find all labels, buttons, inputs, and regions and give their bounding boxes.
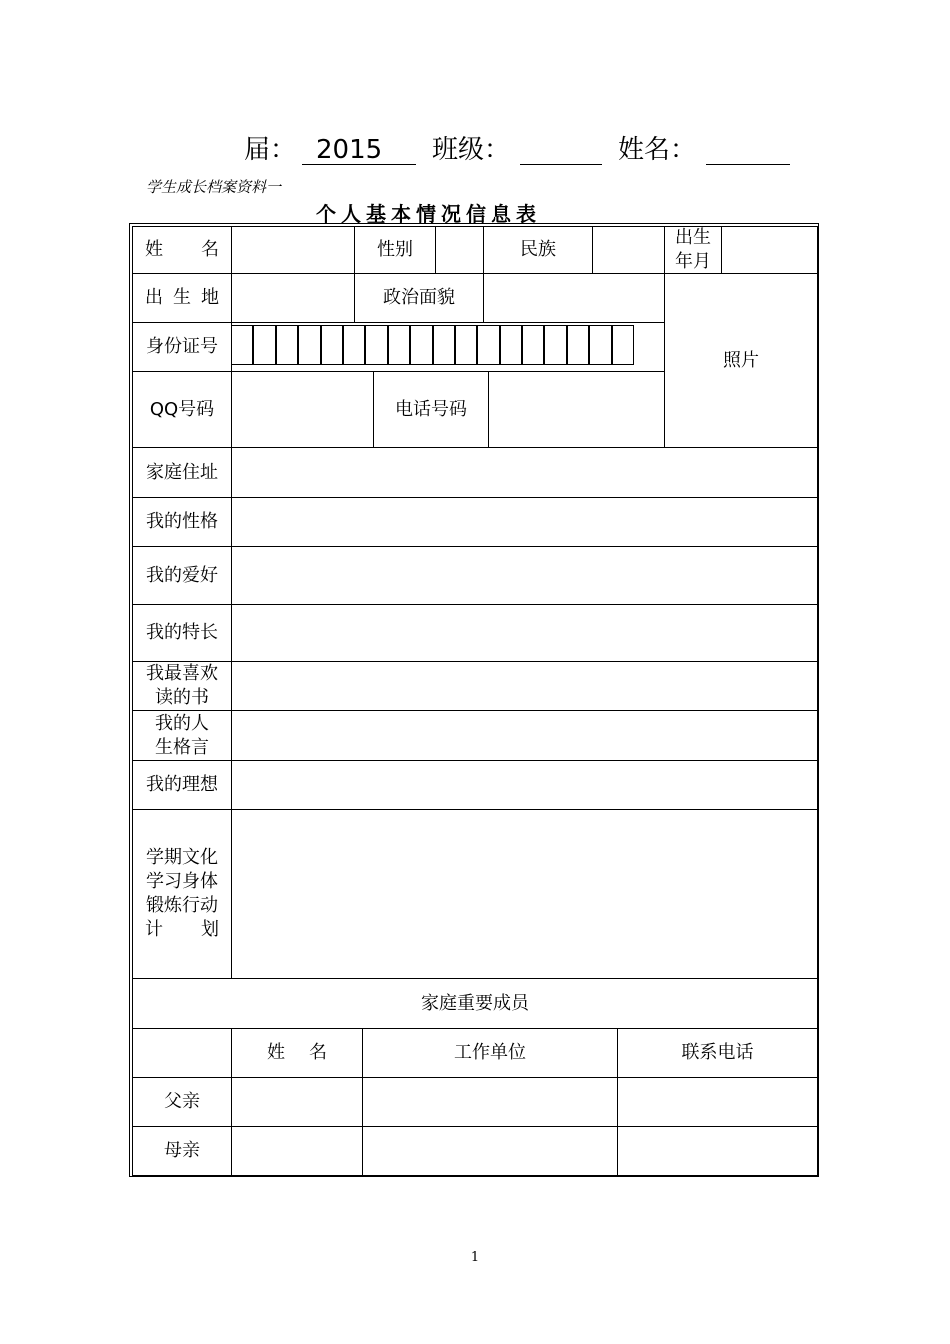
book-label-line2: 读的书 — [155, 687, 209, 708]
motto-input[interactable] — [231, 710, 818, 761]
id-number-boxes[interactable] — [231, 325, 634, 367]
id-digit-box[interactable] — [410, 325, 432, 365]
page-title: 个人基本情况信息表 — [316, 202, 541, 226]
id-digit-box[interactable] — [477, 325, 499, 365]
address-label: 家庭住址 — [132, 447, 232, 498]
family-col-name-b: 名 — [309, 1042, 327, 1063]
political-input[interactable] — [483, 273, 665, 323]
birthplace-label-c: 地 — [201, 287, 219, 308]
name-input[interactable] — [231, 226, 355, 274]
document-header — [0, 128, 950, 172]
motto-label — [132, 710, 232, 761]
mother-name-input[interactable] — [231, 1126, 363, 1176]
talent-input[interactable] — [231, 604, 818, 662]
motto-label-line2: 生格言 — [155, 736, 209, 758]
class-label: 班级： — [432, 135, 511, 165]
motto-label-line1: 我的人 — [155, 712, 209, 734]
id-digit-box[interactable] — [544, 325, 566, 365]
father-label: 父亲 — [132, 1077, 232, 1127]
gender-input[interactable] — [435, 226, 484, 274]
address-input[interactable] — [231, 447, 818, 498]
id-digit-box[interactable] — [253, 325, 275, 365]
phone-input[interactable] — [488, 371, 665, 448]
hobby-label: 我的爱好 — [132, 546, 232, 605]
id-digit-box[interactable] — [500, 325, 522, 365]
personality-input[interactable] — [231, 497, 818, 547]
page-number: 1 — [470, 1250, 480, 1265]
plan-label-line4b: 划 — [201, 919, 219, 940]
plan-label-line3: 锻炼行动 — [146, 895, 218, 916]
id-digit-box[interactable] — [567, 325, 589, 365]
birth-label — [664, 226, 722, 274]
birthplace-label-b: 生 — [173, 287, 191, 308]
birth-label-line2: 年月 — [675, 251, 711, 272]
name-label: 姓名： — [618, 135, 697, 165]
family-col-name — [231, 1028, 363, 1078]
father-phone-input[interactable] — [617, 1077, 818, 1127]
birthplace-label — [132, 273, 232, 323]
political-label: 政治面貌 — [354, 273, 484, 323]
session-underline — [302, 164, 416, 165]
ethnicity-input[interactable] — [592, 226, 665, 274]
plan-label-line4a: 计 — [145, 919, 163, 940]
book-label-line1: 我最喜欢 — [146, 663, 218, 684]
id-digit-box[interactable] — [298, 325, 320, 365]
id-digit-box[interactable] — [321, 325, 343, 365]
id-digit-box[interactable] — [231, 325, 253, 365]
gender-label: 性别 — [354, 226, 436, 274]
birth-input[interactable] — [721, 226, 818, 274]
plan-input[interactable] — [231, 809, 818, 979]
plan-label-line2: 学习身体 — [146, 871, 218, 892]
mother-label: 母亲 — [132, 1126, 232, 1176]
ideal-label: 我的理想 — [132, 760, 232, 810]
id-digit-box[interactable] — [365, 325, 387, 365]
name-field[interactable] — [706, 164, 790, 165]
name-label-a: 姓 — [145, 239, 163, 260]
plan-label-line1: 学期文化 — [146, 847, 218, 868]
hobby-input[interactable] — [231, 546, 818, 605]
book-input[interactable] — [231, 661, 818, 711]
plan-label — [132, 809, 232, 979]
class-field[interactable] — [520, 164, 602, 165]
id-digit-box[interactable] — [343, 325, 365, 365]
family-header-blank — [132, 1028, 232, 1078]
father-work-input[interactable] — [362, 1077, 618, 1127]
id-digit-box[interactable] — [589, 325, 611, 365]
id-digit-box[interactable] — [522, 325, 544, 365]
ideal-input[interactable] — [231, 760, 818, 810]
name-cell-label — [132, 226, 232, 274]
family-section-title: 家庭重要成员 — [132, 978, 818, 1029]
birthplace-label-a: 出 — [145, 287, 163, 308]
plan-label-line4 — [133, 918, 231, 942]
session-value: 2015 — [316, 135, 383, 165]
id-digit-box[interactable] — [612, 325, 634, 365]
session-label: 届： — [244, 135, 297, 165]
name-label-b: 名 — [201, 239, 219, 260]
phone-label: 电话号码 — [373, 371, 489, 448]
qq-input[interactable] — [231, 371, 374, 448]
family-col-work: 工作单位 — [362, 1028, 618, 1078]
id-digit-box[interactable] — [388, 325, 410, 365]
ethnicity-label: 民族 — [483, 226, 593, 274]
personality-label: 我的性格 — [132, 497, 232, 547]
birth-label-line1: 出生 — [675, 227, 711, 248]
talent-label: 我的特长 — [132, 604, 232, 662]
family-col-name-a: 姓 — [267, 1042, 285, 1063]
id-digit-box[interactable] — [276, 325, 298, 365]
family-col-phone: 联系电话 — [617, 1028, 818, 1078]
father-name-input[interactable] — [231, 1077, 363, 1127]
id-label: 身份证号 — [132, 322, 232, 372]
mother-phone-input[interactable] — [617, 1126, 818, 1176]
id-digit-box[interactable] — [433, 325, 455, 365]
qq-label: QQ号码 — [132, 371, 232, 448]
book-label — [132, 661, 232, 711]
birthplace-input[interactable] — [231, 273, 355, 323]
photo-cell[interactable]: 照片 — [664, 273, 818, 448]
id-digit-box[interactable] — [455, 325, 477, 365]
mother-work-input[interactable] — [362, 1126, 618, 1176]
subtitle: 学生成长档案资料一 — [146, 178, 282, 196]
